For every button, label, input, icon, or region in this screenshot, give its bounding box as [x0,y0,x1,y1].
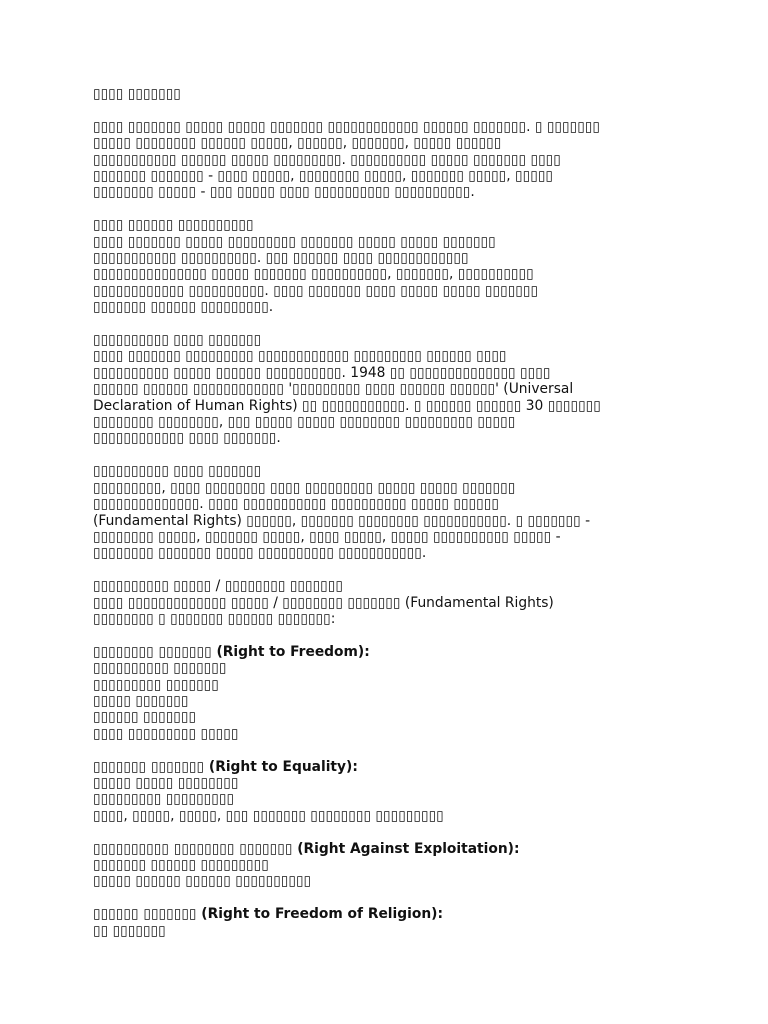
text-line: ▯▯▯▯ ▯▯▯▯▯▯▯ ▯▯▯▯▯▯▯▯▯ ▯▯▯▯▯▯▯▯▯▯▯▯ ▯▯▯▯▯▯▯▯▯ ▯▯▯▯▯▯ ▯▯▯▯ [93,348,507,365]
list-item: ▯▯ ▯▯▯▯▯▯▯ [93,922,166,939]
text-line: ▯▯▯▯▯ ▯▯▯▯▯▯▯▯ ▯▯▯▯▯▯ ▯▯▯▯▯, ▯▯▯▯▯▯, ▯▯▯▯▯▯▯, ▯▯▯▯▯ ▯▯▯▯▯▯ [93,135,502,152]
text-line: ▯▯▯▯▯▯▯▯ ▯▯▯▯▯▯▯▯, ▯▯▯ ▯▯▯▯▯ ▯▯▯▯▯ ▯▯▯▯▯▯▯▯ ▯▯▯▯▯▯▯▯▯ ▯▯▯▯▯ [93,414,516,431]
text-line: ▯▯▯▯▯▯▯▯ ▯▯▯▯▯ - ▯▯▯ ▯▯▯▯▯ ▯▯▯▯ ▯▯▯▯▯▯▯▯▯▯ ▯▯▯▯▯▯▯▯▯▯. [93,184,475,201]
rights-heading: ▯▯▯▯▯▯▯▯ ▯▯▯▯▯▯▯ (Right to Freedom): [93,643,370,660]
section-heading: ▯▯▯▯▯▯▯▯▯▯ ▯▯▯▯▯ / ▯▯▯▯▯▯▯▯ ▯▯▯▯▯▯▯ [93,578,343,595]
rights-right-against-exploitation [93,841,688,890]
section-heading: ▯▯▯▯▯▯▯▯▯▯ ▯▯▯▯ ▯▯▯▯▯▯▯ [93,332,262,349]
text-line: ▯▯▯▯▯▯▯ ▯▯▯▯▯▯▯ - ▯▯▯▯ ▯▯▯▯▯, ▯▯▯▯▯▯▯▯ ▯▯▯▯▯, ▯▯▯▯▯▯▯ ▯▯▯▯▯, ▯▯▯▯▯ [93,168,553,185]
text-line: Declaration of Human Rights) ▯▯ ▯▯▯▯▯▯▯▯▯▯▯. ▯ ▯▯▯▯▯▯ ▯▯▯▯▯▯ 30 ▯▯▯▯▯▯▯ [93,397,601,414]
section-2 [93,332,688,447]
text-line: ▯▯▯▯ ▯▯▯▯▯▯▯▯▯▯▯▯▯ ▯▯▯▯▯ / ▯▯▯▯▯▯▯▯ ▯▯▯▯▯▯▯ (Fundamental Rights) [93,594,554,611]
rights-right-to-freedom [93,644,688,742]
text-line: ▯▯▯▯ ▯▯▯▯▯▯▯ ▯▯▯▯▯ ▯▯▯▯▯ ▯▯▯▯▯▯▯ ▯▯▯▯▯▯▯▯▯▯▯▯ ▯▯▯▯▯▯ ▯▯▯▯▯▯▯. ▯ ▯▯▯▯▯▯▯ [93,118,600,135]
text-line: ▯▯▯▯▯▯▯▯ ▯▯▯▯▯, ▯▯▯▯▯▯▯ ▯▯▯▯▯, ▯▯▯▯ ▯▯▯▯▯, ▯▯▯▯▯ ▯▯▯▯▯▯▯▯▯▯ ▯▯▯▯▯ - [93,528,561,545]
section-heading: ▯▯▯▯▯▯▯▯▯▯ ▯▯▯▯ ▯▯▯▯▯▯▯ [93,463,262,480]
text-line: ▯▯▯▯▯▯▯ ▯▯▯▯▯▯ ▯▯▯▯▯▯▯▯▯. [93,299,274,316]
list-item: ▯▯▯▯▯▯▯▯▯▯ ▯▯▯▯▯▯▯ [93,660,227,677]
rights-heading: ▯▯▯▯▯▯▯▯▯▯ ▯▯▯▯▯▯▯▯ ▯▯▯▯▯▯▯ (Right Against Exploitation): [93,840,520,857]
text-line: ▯▯▯▯▯▯▯▯▯, ▯▯▯▯ ▯▯▯▯▯▯▯▯ ▯▯▯▯ ▯▯▯▯▯▯▯▯▯ ▯▯▯▯▯ ▯▯▯▯▯ ▯▯▯▯▯▯▯ [93,479,516,496]
text-line: ▯▯▯▯▯▯▯▯ ▯ ▯▯▯▯▯▯▯ ▯▯▯▯▯▯ ▯▯▯▯▯▯▯: [93,610,336,627]
rights-heading: ▯▯▯▯▯▯ ▯▯▯▯▯▯▯ (Right to Freedom of Religion): [93,906,443,923]
list-item: ▯▯▯▯▯ ▯▯▯▯▯ ▯▯▯▯▯▯▯▯ [93,774,239,791]
text-line: ▯▯▯▯▯▯▯▯▯▯▯▯ ▯▯▯▯▯▯▯▯▯▯. ▯▯▯▯ ▯▯▯▯▯▯▯ ▯▯▯▯ ▯▯▯▯▯ ▯▯▯▯▯ ▯▯▯▯▯▯▯ [93,282,539,299]
text-line: ▯▯▯▯▯▯▯▯ ▯▯▯▯▯▯▯ ▯▯▯▯▯ ▯▯▯▯▯▯▯▯▯▯ ▯▯▯▯▯▯▯▯▯▯▯. [93,545,427,562]
rights-right-to-equality [93,759,688,825]
text-line: ▯▯▯▯▯▯▯▯▯▯▯▯▯▯. ▯▯▯▯ ▯▯▯▯▯▯▯▯▯▯▯ ▯▯▯▯▯▯▯▯▯▯ ▯▯▯▯▯ ▯▯▯▯▯▯ [93,496,499,513]
list-item: ▯▯▯▯▯▯ ▯▯▯▯▯▯▯ [93,709,197,726]
list-item: ▯▯▯▯ ▯▯▯▯▯▯▯▯▯ ▯▯▯▯▯ [93,725,239,742]
section-4 [93,578,688,627]
text-line: ▯▯▯▯▯▯ ▯▯▯▯▯▯ ▯▯▯▯▯▯▯▯▯▯▯▯ '▯▯▯▯▯▯▯▯▯ ▯▯▯▯ ▯▯▯▯▯▯ ▯▯▯▯▯▯' (Universal [93,381,574,398]
list-item: ▯▯▯▯▯▯▯ ▯▯▯▯▯▯ ▯▯▯▯▯▯▯▯▯ [93,856,269,873]
text-line: ▯▯▯▯▯▯▯▯▯▯▯▯▯▯▯ ▯▯▯▯▯ ▯▯▯▯▯▯▯ ▯▯▯▯▯▯▯▯▯▯, ▯▯▯▯▯▯▯, ▯▯▯▯▯▯▯▯▯▯ [93,266,534,283]
list-item: ▯▯▯▯▯ ▯▯▯▯▯▯▯ [93,692,189,709]
section-1 [93,217,688,315]
rights-heading: ▯▯▯▯▯▯▯ ▯▯▯▯▯▯▯ (Right to Equality): [93,758,358,775]
list-item: ▯▯▯▯▯▯▯▯▯ ▯▯▯▯▯▯▯▯▯ [93,791,235,808]
intro-paragraph [93,119,688,201]
text-line: ▯▯▯▯▯▯▯▯▯▯▯ ▯▯▯▯▯▯ ▯▯▯▯▯ ▯▯▯▯▯▯▯▯▯. ▯▯▯▯▯▯▯▯▯▯ ▯▯▯▯▯ ▯▯▯▯▯▯▯ ▯▯▯▯ [93,151,561,168]
document-title [93,86,688,102]
list-item: ▯▯▯▯▯ ▯▯▯▯▯▯ ▯▯▯▯▯▯ ▯▯▯▯▯▯▯▯▯▯ [93,873,312,890]
list-item: ▯▯▯▯, ▯▯▯▯▯, ▯▯▯▯▯, ▯▯▯ ▯▯▯▯▯▯▯ ▯▯▯▯▯▯▯▯ ▯▯▯▯▯▯▯▯▯ [93,807,444,824]
text-line: ▯▯▯▯ ▯▯▯▯▯▯▯ ▯▯▯▯▯ ▯▯▯▯▯▯▯▯▯ ▯▯▯▯▯▯▯ ▯▯▯▯▯ ▯▯▯▯▯ ▯▯▯▯▯▯▯ [93,233,496,250]
title-line: ▯▯▯▯ ▯▯▯▯▯▯▯ [93,86,181,102]
text-line: (Fundamental Rights) ▯▯▯▯▯▯, ▯▯▯▯▯▯▯ ▯▯▯▯▯▯▯▯ ▯▯▯▯▯▯▯▯▯▯▯. ▯ ▯▯▯▯▯▯▯ - [93,512,591,529]
text-line: ▯▯▯▯▯▯▯▯▯▯▯▯ ▯▯▯▯ ▯▯▯▯▯▯▯. [93,430,281,447]
rights-right-to-freedom-of-religion [93,906,688,939]
text-line: ▯▯▯▯▯▯▯▯▯▯ ▯▯▯▯▯ ▯▯▯▯▯▯ ▯▯▯▯▯▯▯▯▯▯. 1948 ▯▯ ▯▯▯▯▯▯▯▯▯▯▯▯▯▯ ▯▯▯▯ [93,364,551,381]
section-3 [93,463,688,561]
section-heading: ▯▯▯▯ ▯▯▯▯▯▯ ▯▯▯▯▯▯▯▯▯▯ [93,217,254,234]
list-item: ▯▯▯▯▯▯▯▯▯ ▯▯▯▯▯▯▯ [93,676,219,693]
text-line: ▯▯▯▯▯▯▯▯▯▯▯ ▯▯▯▯▯▯▯▯▯▯. ▯▯▯ ▯▯▯▯▯▯ ▯▯▯▯ ▯▯▯▯▯▯▯▯▯▯▯▯ [93,250,469,267]
